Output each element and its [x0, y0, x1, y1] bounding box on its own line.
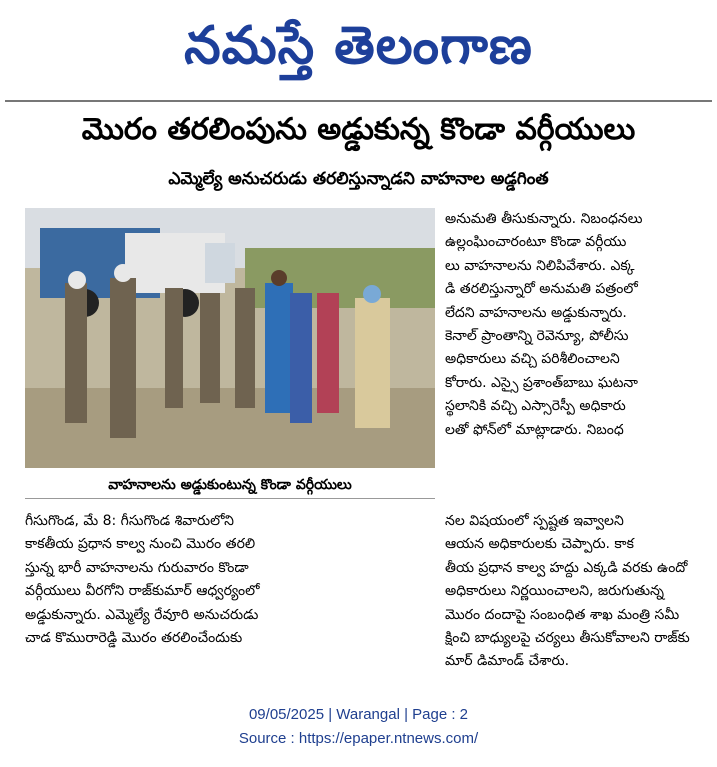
article-photo — [25, 208, 435, 468]
article-subheadline: ఎమ్మెల్యే అనుచరుడు తరలిస్తున్నాడని వాహనాల అడ్డగింత — [168, 169, 549, 189]
text-line: ఆయన అధికారులకు చెప్పారు. కాక — [445, 536, 634, 553]
text-line: కోరారు. ఎస్సై ప్రశాంత్‌బాబు ఘటనా — [445, 374, 638, 391]
text-line: కెనాల్ ప్రాంతాన్ని రెవెన్యూ, పోలీసు — [445, 328, 629, 345]
text-line: అడ్డుకున్నారు. ఎమ్మెల్యే రేవూరి అనుచరుడు — [25, 606, 259, 623]
text-line: క్షించి బాధ్యులపై చర్యలు తీసుకోవాలని రాజ్‌కు — [445, 630, 690, 647]
article-column-right-top — [445, 208, 707, 442]
text-line: అధికారులు నిర్ణయించాలని, జరుగుతున్న — [445, 583, 665, 600]
text-line: చాడ కొమురారెడ్డి మొరం తరలించేందుకు — [25, 630, 243, 647]
photo-illustration — [25, 208, 435, 468]
newspaper-logo: నమస్తే తెలంగాణ — [184, 16, 533, 76]
footer-source-link[interactable]: Source : https://epaper.ntnews.com/ — [238, 730, 479, 747]
article-column-left-bottom — [25, 510, 435, 650]
photo-caption: వాహనాలను అడ్డుకుంటున్న కొండా వర్గీయులు — [25, 472, 435, 499]
text-line: కాకతీయ ప్రధాన కాల్వ నుంచి మొరం తరలి — [25, 536, 256, 553]
text-line: లేదని వాహనాలను అడ్డుకున్నారు. — [445, 304, 627, 321]
news-clipping — [5, 100, 712, 688]
text-line: ఉల్లంఘించారంటూ కొండా వర్గీయు — [445, 234, 627, 251]
text-line: మార్ డిమాండ్ చేశారు. — [445, 653, 570, 670]
text-line: వర్గీయులు వీరగోని రాజ్‌కుమార్ ఆధ్వర్యంలో — [25, 583, 260, 600]
text-line: లతో ఫోన్‌లో మాట్లాడారు. నిబంధ — [445, 421, 624, 438]
masthead — [0, 0, 717, 90]
footer-date-line: 09/05/2025 | Warangal | Page : 2 — [248, 706, 469, 723]
text-line: అధికారులు వచ్చి పరిశీలించాలని — [445, 351, 620, 368]
text-line: గీసుగొండ, మే 8: గీసుగొండ శివారులోని — [25, 513, 234, 529]
text-line: స్థలానికి వచ్చి ఎస్సారెస్పీ అధికారు — [445, 398, 626, 415]
text-line: మొరం దందాపై సంబంధిత శాఖ మంత్రి సమీ — [445, 606, 680, 623]
text-line: స్తున్న భారీ వాహనాలను గురువారం కొండా — [25, 559, 249, 576]
text-line: నల విషయంలో స్పష్టత ఇవ్వాలని — [445, 513, 624, 529]
text-line: తీయ ప్రధాన కాల్వ హద్దు ఎక్కడి వరకు ఉందో — [445, 559, 688, 576]
article-headline: మొరం తరలింపును అడ్డుకున్న కొండా వర్గీయులు — [81, 112, 636, 147]
text-line: అనుమతి తీసుకున్నారు. నిబంధనలు — [445, 211, 643, 227]
top-divider — [5, 100, 712, 102]
text-line: డి తరలిస్తున్నారో అనుమతి పత్రంలో — [445, 281, 638, 298]
article-column-right-bottom — [445, 510, 707, 674]
text-line: లు వాహనాలను నిలిపివేశారు. ఎక్క — [445, 257, 635, 274]
